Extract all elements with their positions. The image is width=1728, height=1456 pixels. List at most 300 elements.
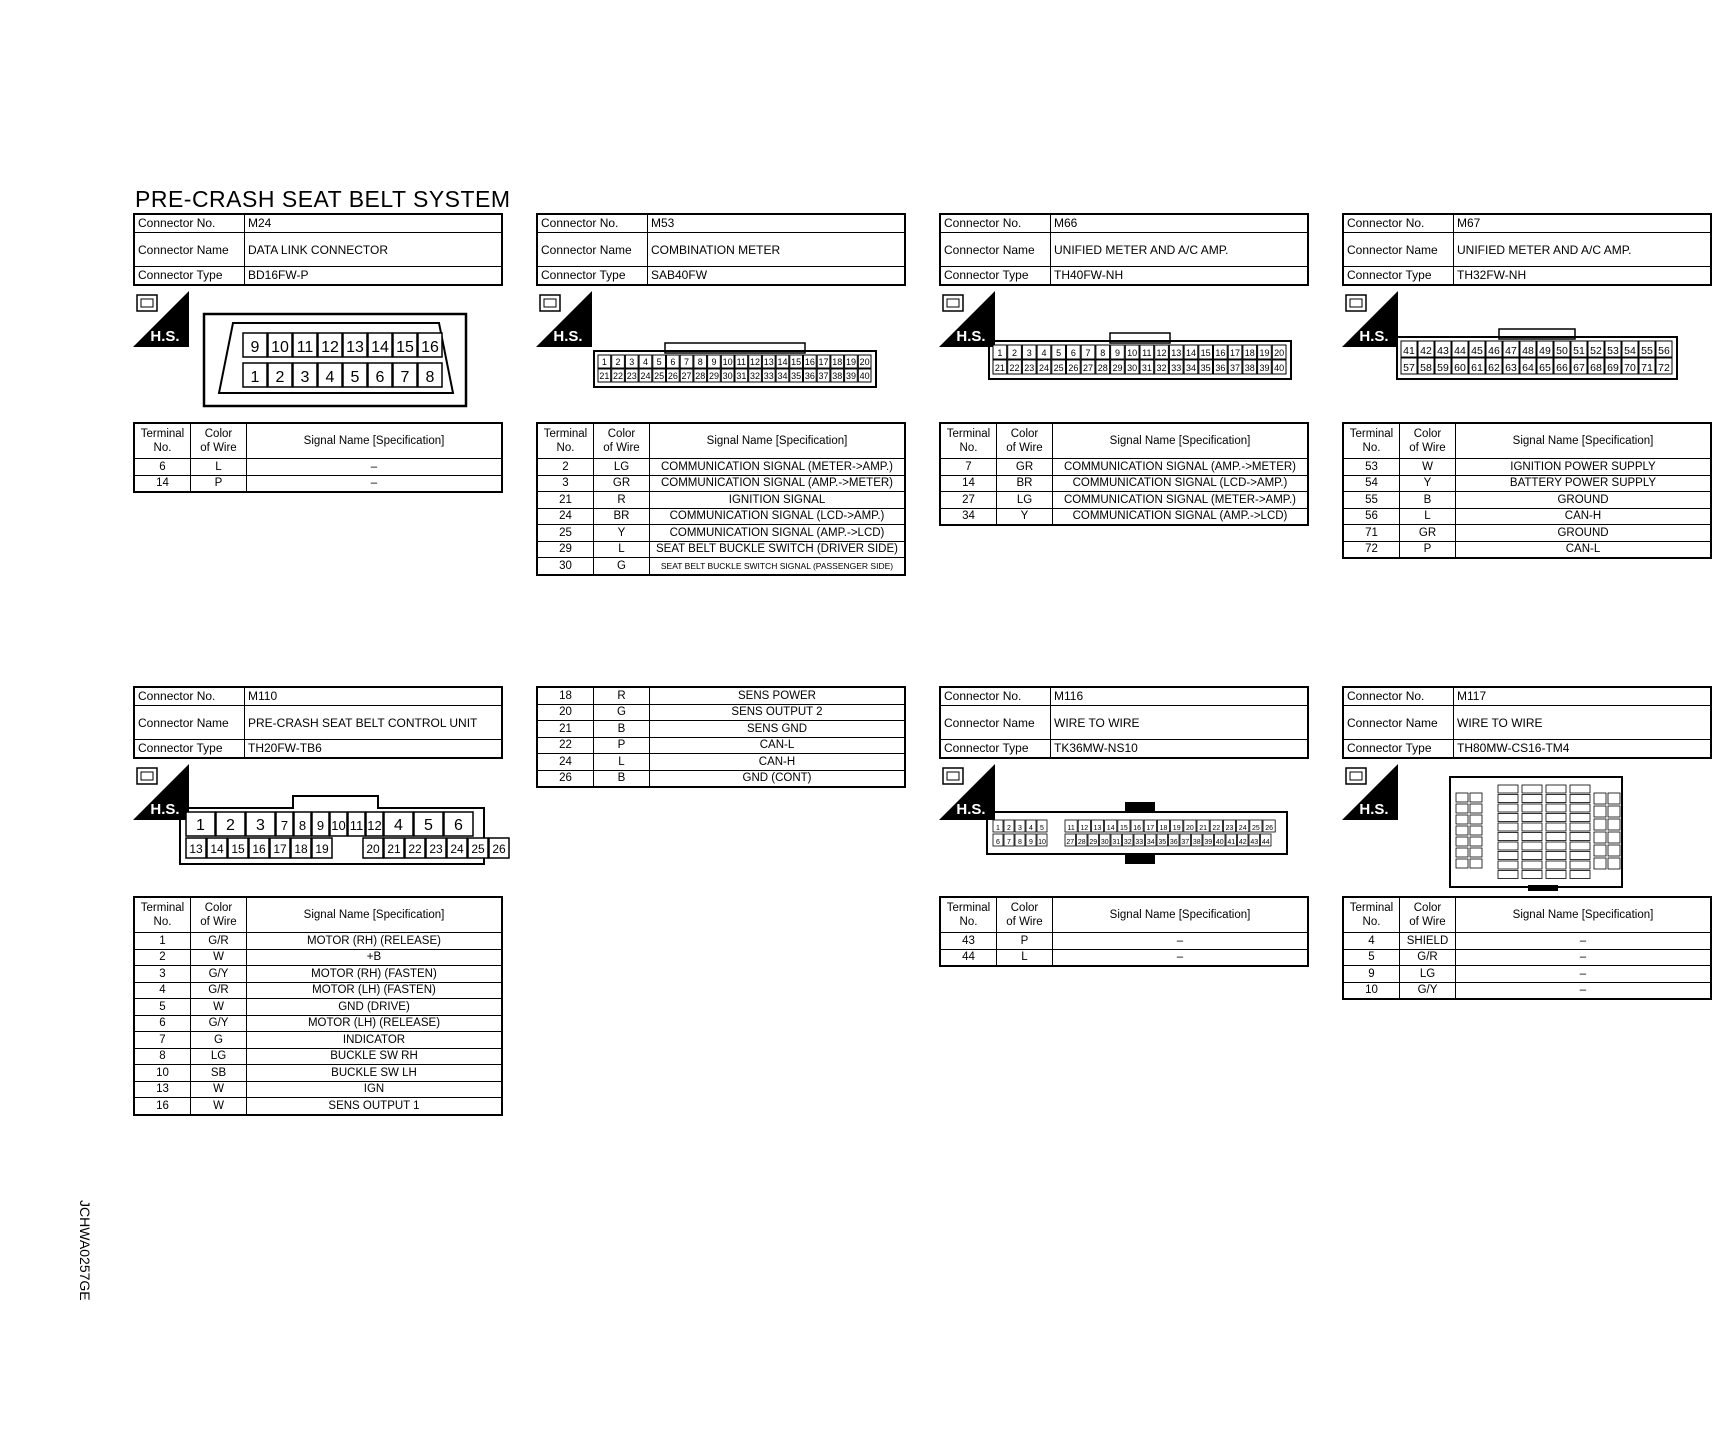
terminal-no: 24 (537, 754, 594, 771)
signal-name: MOTOR (LH) (FASTEN) (247, 982, 503, 999)
pin-number: 29 (1112, 363, 1123, 373)
signal-name: – (1456, 966, 1712, 983)
pin-number: 16 (1133, 825, 1141, 832)
pin-number: 17 (818, 357, 829, 367)
pin-number: 14 (1185, 348, 1196, 358)
terminal-no: 43 (940, 933, 997, 950)
cavity (1522, 795, 1542, 803)
pin-number: 54 (1624, 345, 1636, 357)
table-row (537, 558, 905, 575)
signal-name: +B (247, 949, 503, 966)
pin-number: 6 (996, 839, 1000, 846)
terminal-no: 10 (1343, 982, 1400, 999)
harness-side-icon (536, 291, 592, 347)
pin-number: 2 (1007, 825, 1011, 832)
connector-type-label: Connector Type (1344, 267, 1454, 284)
pin-number: 35 (791, 371, 802, 381)
pin-number: 20 (1186, 825, 1194, 832)
signal-name: SENS OUTPUT 2 (650, 704, 906, 721)
connector-no-label: Connector No. (135, 688, 245, 705)
pin-number: 12 (1156, 348, 1167, 358)
terminal-no: 26 (537, 770, 594, 787)
wire-color: G (594, 558, 650, 575)
terminal-no: 5 (1343, 949, 1400, 966)
cavity (1470, 826, 1482, 835)
signal-name: MOTOR (RH) (FASTEN) (247, 966, 503, 983)
connector-face (203, 313, 473, 409)
terminal-no: 3 (537, 475, 594, 492)
signal-name: COMMUNICATION SIGNAL (AMP.->METER) (650, 475, 906, 492)
hs-label: H.S. (956, 801, 986, 818)
connector-type-value: BD16FW-P (248, 268, 309, 282)
table-row (134, 459, 502, 476)
cavity (1570, 814, 1590, 822)
terminal-no: 21 (537, 492, 594, 509)
cavity (1498, 833, 1518, 841)
pin-number: 5 (350, 369, 360, 386)
pin-number: 13 (346, 339, 364, 356)
pin-number: 11 (296, 339, 314, 356)
pin-number: 26 (1265, 825, 1273, 832)
cavity (1522, 814, 1542, 822)
cavity (1570, 861, 1590, 869)
pin-number: 24 (1238, 825, 1247, 832)
pin-number: 65 (1539, 362, 1551, 374)
hs-connector-glyph-inner (1350, 772, 1362, 780)
connector-name-value: WIRE TO WIRE (1054, 715, 1140, 730)
wire-color: P (1400, 541, 1456, 558)
table-row (537, 541, 905, 558)
wire-color: L (594, 754, 650, 771)
cavity (1522, 852, 1542, 860)
pin-number: 63 (1505, 362, 1517, 374)
wire-color: G/Y (191, 966, 247, 983)
pin-number: 34 (1146, 839, 1155, 846)
cavity (1546, 804, 1566, 812)
pin-number: 5 (656, 357, 662, 367)
table-header-row (537, 423, 905, 459)
terminal-no: 54 (1343, 475, 1400, 492)
signal-name: BATTERY POWER SUPPLY (1456, 475, 1712, 492)
table-row (134, 1048, 502, 1065)
cavity (1470, 815, 1482, 824)
pin-number: 5 (1040, 825, 1044, 832)
cavity (1498, 871, 1518, 879)
wire-color: R (594, 687, 650, 704)
signal-name: BUCKLE SW LH (247, 1065, 503, 1082)
pin-number: 53 (1607, 345, 1619, 357)
pin-number: 12 (1080, 825, 1089, 832)
connector-name-value: UNIFIED METER AND A/C AMP. (1054, 242, 1229, 257)
cavity (1546, 795, 1566, 803)
connector-header (133, 213, 503, 286)
table-row (537, 475, 905, 492)
cavity (1522, 785, 1542, 793)
pin-number: 14 (1106, 825, 1115, 832)
pin-number: 36 (1215, 363, 1226, 373)
connector-header (133, 686, 503, 759)
cavity (1522, 804, 1542, 812)
signal-name: COMMUNICATION SIGNAL (METER->AMP.) (650, 459, 906, 476)
cavity (1594, 832, 1606, 843)
pin-number: 7 (280, 818, 289, 833)
color-of-wire-header: Color of Wire (191, 423, 247, 459)
connector-no-value: M67 (1457, 216, 1481, 230)
pin-number: 48 (1522, 345, 1534, 357)
pin-number: 3 (256, 817, 265, 834)
connector-header (1342, 686, 1712, 759)
pin-number: 33 (763, 371, 774, 381)
pin-number: 13 (189, 842, 203, 856)
cavity (1570, 852, 1590, 860)
wire-color: L (594, 541, 650, 558)
connector-no-label: Connector No. (941, 688, 1051, 705)
pin-number: 6 (454, 817, 463, 834)
pin-number: 14 (777, 357, 788, 367)
cavity (1456, 848, 1468, 857)
hs-connector-glyph-inner (141, 772, 153, 780)
pin-number: 32 (1156, 363, 1167, 373)
pin-number: 8 (298, 818, 307, 833)
connector-no-value: M53 (651, 216, 675, 230)
pin-number: 22 (1009, 363, 1020, 373)
table-row (134, 475, 502, 492)
connector-face (178, 794, 506, 886)
cavity (1546, 785, 1566, 793)
wire-color: Y (997, 508, 1053, 525)
pin-number: 23 (1225, 825, 1234, 832)
terminal-no: 7 (134, 1032, 191, 1049)
hs-connector-glyph-inner (947, 772, 959, 780)
connector-name-label: Connector Name (135, 233, 245, 266)
pin-number: 16 (252, 842, 266, 856)
pin-number: 11 (349, 818, 364, 833)
wire-color: R (594, 492, 650, 509)
cavity (1522, 861, 1542, 869)
connector-type-row (135, 740, 501, 757)
table-row (537, 721, 905, 738)
pin-number: 11 (736, 357, 747, 367)
pin-number: 20 (366, 842, 380, 856)
pin-number: 55 (1641, 345, 1653, 357)
pin-number: 12 (750, 357, 761, 367)
terminal-no: 34 (940, 508, 997, 525)
cavity (1522, 842, 1542, 850)
pin-number: 60 (1454, 362, 1466, 374)
pin-number: 47 (1505, 345, 1517, 357)
connector-name-value: DATA LINK CONNECTOR (248, 242, 389, 257)
signal-name: INDICATOR (247, 1032, 503, 1049)
pin-number: 5 (424, 817, 433, 834)
signal-name: – (247, 475, 503, 492)
terminal-no: 24 (537, 508, 594, 525)
pin-number: 38 (832, 371, 843, 381)
pin-number: 32 (750, 371, 761, 381)
pin-number: 30 (1100, 839, 1109, 846)
connector-name-row (135, 706, 501, 740)
pin-number: 35 (1200, 363, 1211, 373)
connector-no-value: M110 (248, 689, 278, 703)
pin-number: 49 (1539, 345, 1551, 357)
pin-number: 11 (1142, 348, 1152, 358)
table-row (134, 1098, 502, 1115)
connector-no-row (135, 215, 501, 233)
pin-number: 67 (1573, 362, 1585, 374)
connector-face (987, 331, 1309, 389)
terminal-no: 13 (134, 1081, 191, 1098)
table-row (1343, 525, 1711, 542)
pin-number: 18 (1244, 348, 1255, 358)
signal-name: SENS OUTPUT 1 (247, 1098, 503, 1115)
pin-number: 16 (421, 339, 439, 356)
pin-number: 36 (804, 371, 815, 381)
table-header-row (940, 897, 1308, 933)
terminal-no: 71 (1343, 525, 1400, 542)
connector-name-label: Connector Name (941, 706, 1051, 739)
pin-number: 4 (642, 357, 648, 367)
wire-color: G/R (191, 933, 247, 950)
diagram-code: JCHWA0257GE (77, 1200, 93, 1301)
pin-number: 10 (722, 357, 733, 367)
table-row (537, 508, 905, 525)
signal-name: CAN-H (650, 754, 906, 771)
pin-number: 61 (1471, 362, 1483, 374)
terminal-no: 5 (134, 999, 191, 1016)
signal-name: GROUND (1456, 525, 1712, 542)
cavity (1546, 842, 1566, 850)
signal-name: CAN-L (650, 737, 906, 754)
wire-color: W (1400, 459, 1456, 476)
connector-body (987, 812, 1287, 854)
connector-name-value: COMBINATION METER (651, 242, 781, 257)
pin-number: 10 (331, 818, 346, 833)
cavity (1498, 861, 1518, 869)
connector-no-label: Connector No. (1344, 215, 1454, 232)
pin-number: 27 (1066, 839, 1075, 846)
wire-color: P (997, 933, 1053, 950)
pin-number: 51 (1573, 345, 1585, 357)
pin-number: 38 (1244, 363, 1255, 373)
signal-name: COMMUNICATION SIGNAL (AMP.->LCD) (1053, 508, 1309, 525)
pin-number: 30 (1127, 363, 1138, 373)
pin-number: 68 (1590, 362, 1602, 374)
terminal-no: 22 (537, 737, 594, 754)
wire-color: SB (191, 1065, 247, 1082)
connector-name-label: Connector Name (135, 706, 245, 739)
table-row (1343, 492, 1711, 509)
wire-color: L (1400, 508, 1456, 525)
signal-name: COMMUNICATION SIGNAL (LCD->AMP.) (650, 508, 906, 525)
pin-number: 19 (315, 842, 329, 856)
signal-name: GROUND (1456, 492, 1712, 509)
signal-name: SENS POWER (650, 687, 906, 704)
terminal-no-header: Terminal No. (537, 423, 594, 459)
cavity (1498, 823, 1518, 831)
table-row (1343, 933, 1711, 950)
pin-number: 25 (1252, 825, 1260, 832)
pin-number: 4 (1041, 348, 1047, 358)
table-row (134, 933, 502, 950)
pin-number: 1 (250, 369, 260, 386)
signal-name: COMMUNICATION SIGNAL (AMP.->METER) (1053, 459, 1309, 476)
pin-number: 8 (1018, 839, 1022, 846)
wire-color: B (594, 770, 650, 787)
terminal-no: 14 (134, 475, 191, 492)
hs-connector-glyph (540, 295, 560, 311)
pin-number: 31 (1141, 363, 1152, 373)
table-row (940, 933, 1308, 950)
wire-color: L (997, 949, 1053, 966)
terminal-no: 25 (537, 525, 594, 542)
terminal-no: 21 (537, 721, 594, 738)
cavity (1546, 833, 1566, 841)
harness-side-icon (1342, 764, 1398, 820)
pin-number: 52 (1590, 345, 1602, 357)
hs-connector-glyph (943, 295, 963, 311)
pin-number: 30 (722, 371, 733, 381)
pin-number: 5 (1056, 348, 1062, 358)
wire-color: G/Y (1400, 982, 1456, 999)
pin-number: 10 (271, 339, 289, 356)
cavity (1594, 806, 1606, 817)
table-row (537, 459, 905, 476)
pin-number: 13 (1171, 348, 1182, 358)
connector-name-row (1344, 706, 1710, 740)
signal-name: CAN-H (1456, 508, 1712, 525)
cavity (1498, 804, 1518, 812)
signal-table (1342, 896, 1712, 1000)
signal-name-header: Signal Name [Specification] (1053, 423, 1309, 459)
table-row (537, 704, 905, 721)
hs-label: H.S. (150, 328, 180, 345)
cavity (1456, 859, 1468, 868)
cavity (1546, 814, 1566, 822)
pin-number: 3 (1018, 825, 1022, 832)
pin-number: 13 (1093, 825, 1102, 832)
cavity (1570, 823, 1590, 831)
signal-name: SEAT BELT BUCKLE SWITCH SIGNAL (PASSENGER SIDE) (650, 558, 906, 575)
wire-color: Y (594, 525, 650, 542)
wire-color: W (191, 1098, 247, 1115)
wire-color: L (191, 459, 247, 476)
connector-no-value: M66 (1054, 216, 1078, 230)
pin-number: 12 (367, 818, 382, 833)
pin-number: 28 (1077, 839, 1086, 846)
pin-number: 45 (1471, 345, 1483, 357)
pin-number: 39 (1204, 839, 1213, 846)
connector-name-row (941, 706, 1307, 740)
connector-header (939, 213, 1309, 286)
pin-number: 15 (791, 357, 802, 367)
page-title: PRE-CRASH SEAT BELT SYSTEM (135, 186, 511, 212)
pin-number: 40 (1274, 363, 1285, 373)
color-of-wire-header: Color of Wire (997, 423, 1053, 459)
pin-number: 33 (1135, 839, 1144, 846)
connector-latch (1125, 802, 1155, 812)
connector-type-label: Connector Type (538, 267, 648, 284)
table-row (134, 999, 502, 1016)
wire-color: G/Y (191, 1015, 247, 1032)
connector-type-row (1344, 267, 1710, 284)
cavity (1546, 823, 1566, 831)
pin-number: 40 (1215, 839, 1224, 846)
pin-number: 25 (1053, 363, 1064, 373)
pin-number: 42 (1420, 345, 1432, 357)
signal-name: BUCKLE SW RH (247, 1048, 503, 1065)
signal-name: COMMUNICATION SIGNAL (AMP.->LCD) (650, 525, 906, 542)
signal-name: COMMUNICATION SIGNAL (LCD->AMP.) (1053, 475, 1309, 492)
signal-name-header: Signal Name [Specification] (1456, 897, 1712, 933)
pin-number: 4 (1029, 825, 1033, 832)
cavity (1470, 848, 1482, 857)
hs-connector-glyph (943, 768, 963, 784)
signal-name: MOTOR (LH) (RELEASE) (247, 1015, 503, 1032)
connector-no-label: Connector No. (538, 215, 648, 232)
cavity (1570, 842, 1590, 850)
hs-label: H.S. (150, 801, 180, 818)
pin-number: 9 (711, 357, 717, 367)
pin-number: 24 (640, 371, 651, 381)
cavity (1546, 871, 1566, 879)
table-row (940, 475, 1308, 492)
table-row (134, 982, 502, 999)
pin-number: 70 (1624, 362, 1636, 374)
pin-number: 29 (1089, 839, 1098, 846)
connector-type-value: TH40FW-NH (1054, 268, 1124, 282)
pin-number: 43 (1250, 839, 1259, 846)
connector-name-row (1344, 233, 1710, 267)
pin-number: 17 (273, 842, 287, 856)
signal-name: MOTOR (RH) (RELEASE) (247, 933, 503, 950)
signal-table (133, 896, 503, 1116)
signal-name: COMMUNICATION SIGNAL (METER->AMP.) (1053, 492, 1309, 509)
wire-color: LG (594, 459, 650, 476)
signal-table (133, 422, 503, 493)
pin-number: 26 (667, 371, 678, 381)
connector-type-row (941, 267, 1307, 284)
pin-number: 22 (408, 842, 422, 856)
pin-number: 44 (1261, 839, 1270, 846)
pin-number: 14 (210, 842, 224, 856)
hs-label: H.S. (956, 328, 986, 345)
connector-type-label: Connector Type (135, 267, 245, 284)
pin-number: 23 (626, 371, 637, 381)
pin-number: 34 (777, 371, 788, 381)
terminal-no: 2 (134, 949, 191, 966)
hs-connector-glyph-inner (141, 299, 153, 307)
table-row (537, 492, 905, 509)
table-header-row (134, 423, 502, 459)
pin-number: 37 (1181, 839, 1190, 846)
terminal-no: 20 (537, 704, 594, 721)
pin-number: 23 (429, 842, 443, 856)
pin-number: 16 (804, 357, 815, 367)
signal-name: – (1456, 949, 1712, 966)
cavity (1522, 833, 1542, 841)
pin-number: 27 (681, 371, 692, 381)
terminal-no: 6 (134, 459, 191, 476)
connector-name-label: Connector Name (1344, 706, 1454, 739)
table-row (537, 754, 905, 771)
pin-number: 24 (450, 842, 464, 856)
pin-number: 20 (859, 357, 870, 367)
pin-number: 6 (670, 357, 676, 367)
connector-header (939, 686, 1309, 759)
connector-no-row (538, 215, 904, 233)
pin-number: 71 (1641, 362, 1653, 374)
pin-number: 66 (1556, 362, 1568, 374)
pin-number: 50 (1556, 345, 1568, 357)
